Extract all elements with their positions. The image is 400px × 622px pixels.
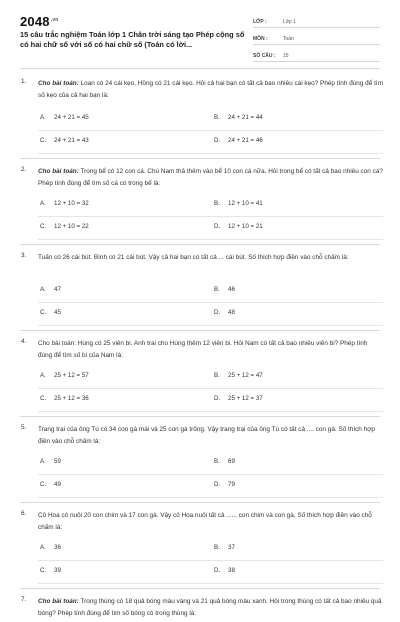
question-item xyxy=(0,252,400,334)
option-row xyxy=(38,194,383,217)
options-grid xyxy=(38,194,383,240)
question-number: 2. xyxy=(21,166,27,173)
meta-value: 15 xyxy=(283,53,289,59)
meta-box xyxy=(253,14,380,62)
options-grid xyxy=(38,538,383,584)
question-divider xyxy=(20,158,380,159)
options-grid xyxy=(38,452,383,498)
question-body: Tuấn có 26 cái bút. Bình có 21 cái bút. Vậy cả hai bạn có tất cả ... cái bút. Số thích hợp điền vào chỗ chấm là: xyxy=(38,254,349,261)
question-text xyxy=(38,424,383,448)
question-item xyxy=(0,78,400,162)
option-row xyxy=(38,366,383,389)
question-number: 3. xyxy=(21,252,27,259)
site-logo[interactable] xyxy=(20,14,59,29)
question-text xyxy=(38,510,383,534)
question-divider xyxy=(20,244,380,245)
option-d[interactable]: D. 25 + 12 = 37 xyxy=(214,395,263,402)
option-b[interactable]: B. 46 xyxy=(214,286,235,293)
question-divider xyxy=(20,588,380,589)
options-grid xyxy=(38,108,383,154)
question-list xyxy=(0,78,400,622)
question-number: 7. xyxy=(21,596,27,603)
question-body: Loan có 24 cái kẹo, Hồng có 21 cái kẹo. Hỏi cả hai bạn có tất cả bao nhiêu cái kẹo? Phép tính đúng để tìm số kẹo của cả hai bạn là: xyxy=(38,80,383,99)
question-divider xyxy=(20,416,380,417)
option-row xyxy=(38,389,383,412)
meta-row-subject xyxy=(253,31,380,45)
option-row xyxy=(38,561,383,584)
options-grid xyxy=(38,280,383,326)
option-row xyxy=(38,217,383,240)
option-row xyxy=(38,538,383,561)
question-number: 1. xyxy=(21,78,27,85)
logo-suffix: .vn xyxy=(50,16,59,23)
meta-row-count xyxy=(253,48,380,62)
question-number: 5. xyxy=(21,424,27,431)
question-divider xyxy=(20,502,380,503)
option-d[interactable]: D. 79 xyxy=(214,481,235,488)
question-divider xyxy=(20,330,380,331)
question-number: 4. xyxy=(21,338,27,345)
option-d[interactable]: D. 48 xyxy=(214,309,235,316)
option-c[interactable]: C. 39 xyxy=(40,567,61,574)
option-row xyxy=(38,475,383,498)
options-grid xyxy=(38,366,383,412)
option-row xyxy=(38,131,383,154)
option-a[interactable]: A. 47 xyxy=(40,286,61,293)
option-b[interactable]: B. 12 + 10 = 41 xyxy=(214,200,263,207)
option-b[interactable]: B. 24 + 21 = 44 xyxy=(214,114,263,121)
question-text xyxy=(38,78,383,102)
question-body: Trong bể có 12 con cá. Chú Nam thả thêm vào bể 10 con cá nữa. Hỏi trong bể có tất cả bao nhiêu con cá? Phép tính đúng để tìm số cá có trong bể là: xyxy=(38,168,383,187)
question-text xyxy=(38,596,383,618)
question-lead: Cho bài toán: xyxy=(38,80,79,87)
option-a[interactable]: A. 59 xyxy=(40,458,61,465)
option-c[interactable]: C. 49 xyxy=(40,481,61,488)
question-body: Trong thùng có 18 quả bóng màu vàng và 21 quả bóng màu xanh. Hỏi trong thùng có tất cả bao nhiêu quả bóng? Phép tính đúng để tìm số bóng có trong thùng là: xyxy=(38,598,382,617)
question-body: Trang trại của ông Tú có 34 con gà mái và 25 con gà trống. Vậy trang trại của ông Tú có tất cả .... con gà. Số thích hợp điền vào chỗ chấm là: xyxy=(38,426,375,445)
worksheet-header xyxy=(0,0,400,64)
option-d[interactable]: D. 24 + 21 = 46 xyxy=(214,137,263,144)
question-body: Cho bài toán: Hùng có 25 viên bi. Anh trai cho Hùng thêm 12 viên bi. Hỏi Nam có tất cả bao nhiêu viên bi? Phép tính đúng để tìm số bi của Nam là: xyxy=(38,340,368,359)
header-divider xyxy=(20,68,380,69)
option-row xyxy=(38,108,383,131)
question-text xyxy=(38,338,383,362)
meta-label: LỚP : xyxy=(253,19,267,25)
option-d[interactable]: D. 12 + 10 = 21 xyxy=(214,223,263,230)
option-a[interactable]: A. 36 xyxy=(40,544,61,551)
option-d[interactable]: D. 38 xyxy=(214,567,235,574)
option-b[interactable]: B. 25 + 12 = 47 xyxy=(214,372,263,379)
option-b[interactable]: B. 37 xyxy=(214,544,235,551)
question-number: 6. xyxy=(21,510,27,517)
question-lead: Cho bài toán: xyxy=(38,598,79,605)
question-item xyxy=(0,510,400,592)
option-a[interactable]: A. 12 + 10 = 32 xyxy=(40,200,89,207)
question-lead: Cho bài toán: xyxy=(38,168,79,175)
logo-text: 2048 xyxy=(20,14,50,29)
question-text xyxy=(38,252,383,264)
question-text xyxy=(38,166,383,190)
option-a[interactable]: A. 25 + 12 = 57 xyxy=(40,372,89,379)
option-c[interactable]: C. 25 + 12 = 36 xyxy=(40,395,89,402)
option-b[interactable]: B. 69 xyxy=(214,458,235,465)
option-a[interactable]: A. 24 + 21 = 45 xyxy=(40,114,89,121)
option-c[interactable]: C. 12 + 10 = 22 xyxy=(40,223,89,230)
document-title: 15 câu trắc nghiệm Toán lớp 1 Chân trời sáng tạo Phép cộng số có hai chữ số với số có hai chữ số (Toán có lời... xyxy=(20,30,245,49)
meta-value: Toán xyxy=(283,36,294,42)
option-row xyxy=(38,280,383,303)
option-c[interactable]: C. 24 + 21 = 43 xyxy=(40,137,89,144)
meta-label: MÔN : xyxy=(253,36,268,42)
question-item xyxy=(0,166,400,248)
question-item xyxy=(0,338,400,420)
meta-label: SỐ CÂU : xyxy=(253,53,276,59)
meta-value: Lớp 1 xyxy=(283,19,297,25)
question-body: Cô Hoa có nuôi 20 con chim và 17 con gà. Vậy cô Hoa nuôi tất cả ...... con chim và con gà. Số thích hợp điền vào chỗ chấm là: xyxy=(38,512,372,531)
question-item xyxy=(0,424,400,506)
option-row xyxy=(38,303,383,326)
option-c[interactable]: C. 45 xyxy=(40,309,61,316)
option-row xyxy=(38,452,383,475)
meta-row-class xyxy=(253,14,380,28)
